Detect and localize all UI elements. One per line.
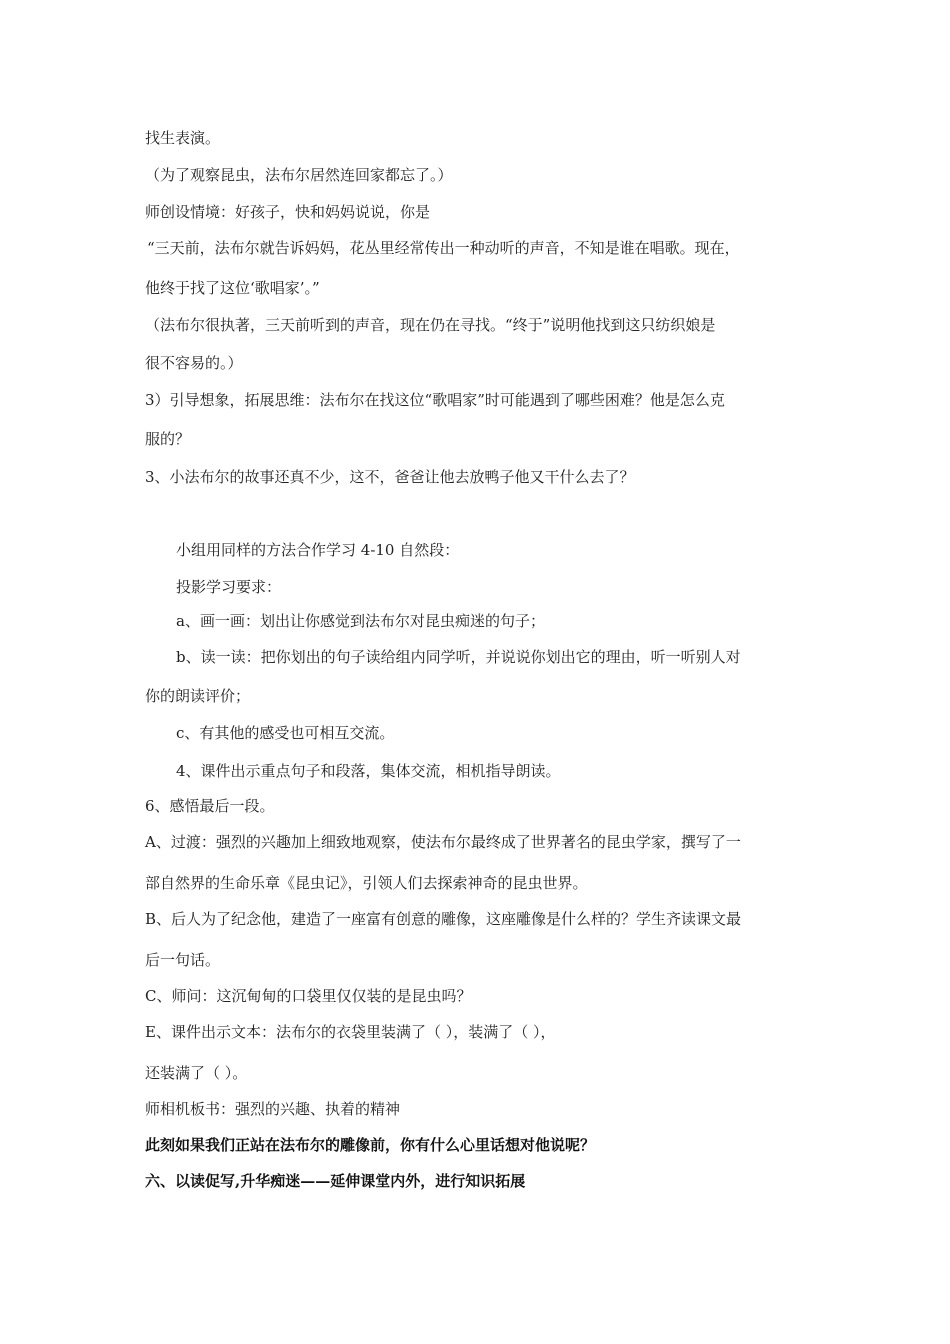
text-line: a、画一画：划出让你感觉到法布尔对昆虫痴迷的句子；	[176, 612, 545, 630]
text-line: E、课件出示文本：法布尔的衣袋里装满了（ ），装满了（ ），	[145, 1023, 556, 1041]
text-line: 找生表演。	[145, 129, 221, 147]
section-heading: 六、以读促写,升华痴迷——延伸课堂内外，进行知识拓展	[145, 1172, 526, 1190]
text-line: 小组用同样的方法合作学习 4-10 自然段：	[176, 541, 460, 559]
text-line: 师相机板书：强烈的兴趣、执着的精神	[145, 1100, 401, 1118]
text-line: c、有其他的感受也可相互交流。	[176, 724, 395, 742]
text-line: 后一句话。	[145, 951, 221, 969]
text-line: 他终于找了这位‘歌唱家’。”	[145, 279, 320, 297]
text-line: 6、感悟最后一段。	[145, 797, 275, 815]
text-line: 服的？	[145, 430, 191, 448]
text-line: （法布尔很执著，三天前听到的声音，现在仍在寻找。“终于”说明他找到这只纺织娘是	[145, 316, 716, 334]
text-line: 你的朗读评价；	[145, 687, 251, 705]
text-line-bold: 此刻如果我们正站在法布尔的雕像前，你有什么心里话想对他说呢？	[145, 1136, 596, 1154]
text-line: 师创设情境：好孩子，快和妈妈说说，你是	[145, 203, 431, 221]
text-line: 投影学习要求：	[176, 578, 282, 596]
text-line: 3）引导想象，拓展思维：法布尔在找这位“歌唱家”时可能遇到了哪些困难？他是怎么克	[145, 391, 725, 409]
text-line: b、读一读：把你划出的句子读给组内同学听，并说说你划出它的理由，听一听别人对	[176, 648, 741, 666]
text-line: 4、课件出示重点句子和段落，集体交流，相机指导朗读。	[176, 762, 561, 780]
text-line: C、师问：这沉甸甸的口袋里仅仅装的是昆虫吗？	[145, 987, 472, 1005]
text-line: 部自然界的生命乐章《昆虫记》，引领人们去探索神奇的昆虫世界。	[145, 874, 588, 892]
text-line: 很不容易的。）	[145, 354, 243, 372]
text-line: A、过渡：强烈的兴趣加上细致地观察，使法布尔最终成了世界著名的昆虫学家，撰写了一	[145, 833, 741, 851]
text-line: （为了观察昆虫，法布尔居然连回家都忘了。）	[145, 166, 453, 184]
text-line: 3、小法布尔的故事还真不少，这不，爸爸让他去放鸭子他又干什么去了？	[145, 468, 635, 486]
text-line: B、后人为了纪念他，建造了一座富有创意的雕像，这座雕像是什么样的？学生齐读课文最	[145, 910, 742, 928]
text-line: 还装满了（ ）。	[145, 1064, 248, 1082]
text-line: “三天前，法布尔就告诉妈妈，花丛里经常传出一种动听的声音，不知是谁在唱歌。现在，	[147, 239, 740, 257]
